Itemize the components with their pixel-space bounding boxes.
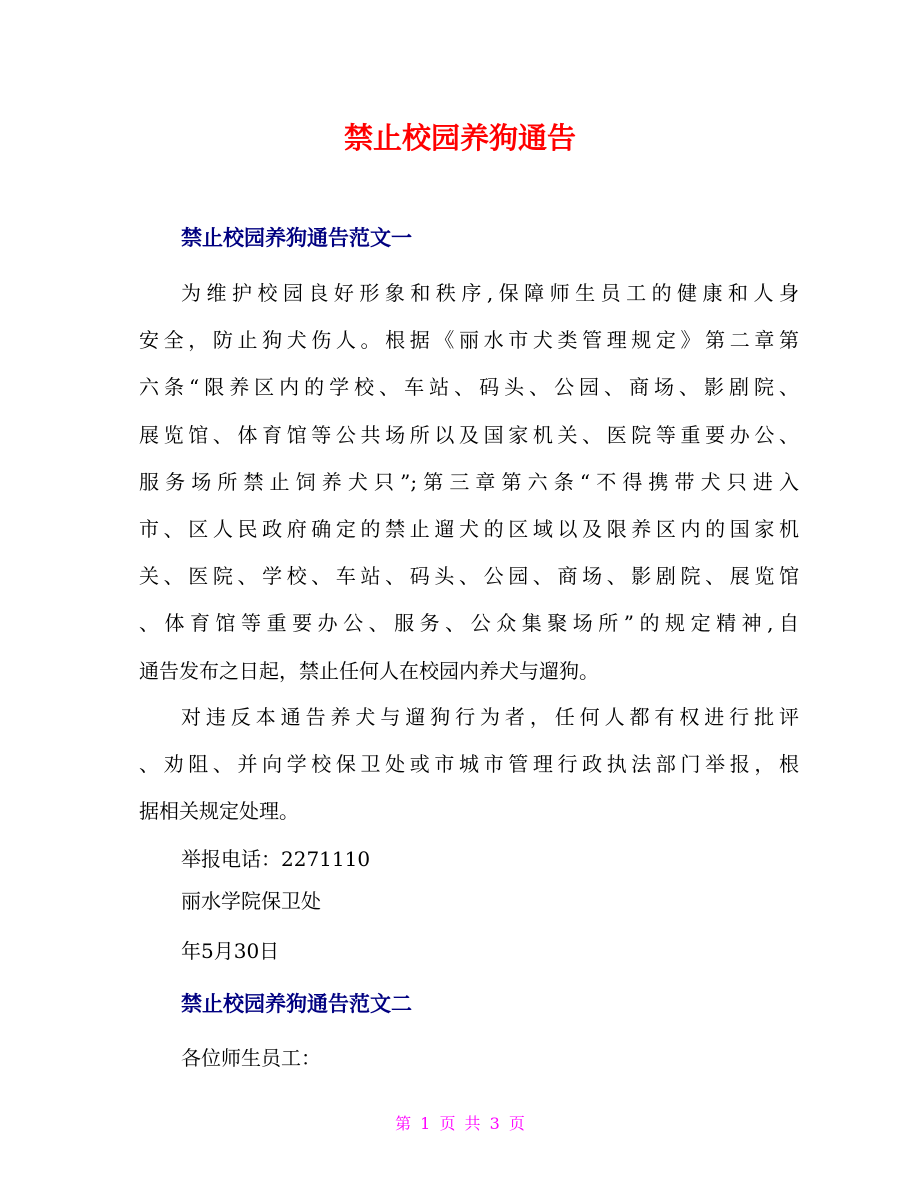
paragraph-2 [139, 694, 799, 836]
issue-date: 年5月30日 [181, 939, 280, 963]
paragraph-line: 六条“限养区内的学校、车站、码头、公园、商场、影剧院、 [139, 375, 799, 400]
paragraph-line: 、劝阻、并向学校保卫处或市城市管理行政执法部门举报，根 [139, 752, 799, 777]
document-title: 禁止校园养狗通告 [343, 121, 576, 155]
issuing-organization: 丽水学院保卫处 [181, 889, 321, 913]
paragraph-line: 、体育馆等重要办公、服务、公众集聚场所”的规定精神,自 [139, 611, 799, 636]
paragraph-line: 市、区人民政府确定的禁止遛犬的区域以及限养区内的国家机 [139, 517, 799, 542]
section-heading-2: 禁止校园养狗通告范文二 [181, 992, 412, 1016]
paragraph-1 [139, 270, 799, 695]
paragraph-line: 安全，防止狗犬伤人。根据《丽水市犬类管理规定》第二章第 [139, 328, 799, 353]
paragraph-line: 通告发布之日起，禁止任何人在校园内养犬与遛狗。 [139, 658, 599, 683]
paragraph-line: 展览馆、体育馆等公共场所以及国家机关、医院等重要办公、 [139, 422, 799, 447]
greeting: 各位师生员工： [181, 1046, 321, 1070]
paragraph-line: 为维护校园良好形象和秩序,保障师生员工的健康和人身 [181, 281, 799, 305]
paragraph-line: 对违反本通告养犬与遛狗行为者，任何人都有权进行批评 [181, 705, 799, 729]
paragraph-line: 关、医院、学校、车站、码头、公园、商场、影剧院、展览馆 [139, 564, 799, 589]
report-phone: 举报电话：2271110 [181, 847, 371, 871]
paragraph-line: 服务场所禁止饲养犬只”;第三章第六条“不得携带犬只进入 [139, 469, 799, 494]
paragraph-line: 据相关规定处理。 [139, 799, 299, 824]
page-footer: 第 1 页 共 3 页 [395, 1114, 525, 1133]
section-heading-1: 禁止校园养狗通告范文一 [181, 226, 412, 250]
